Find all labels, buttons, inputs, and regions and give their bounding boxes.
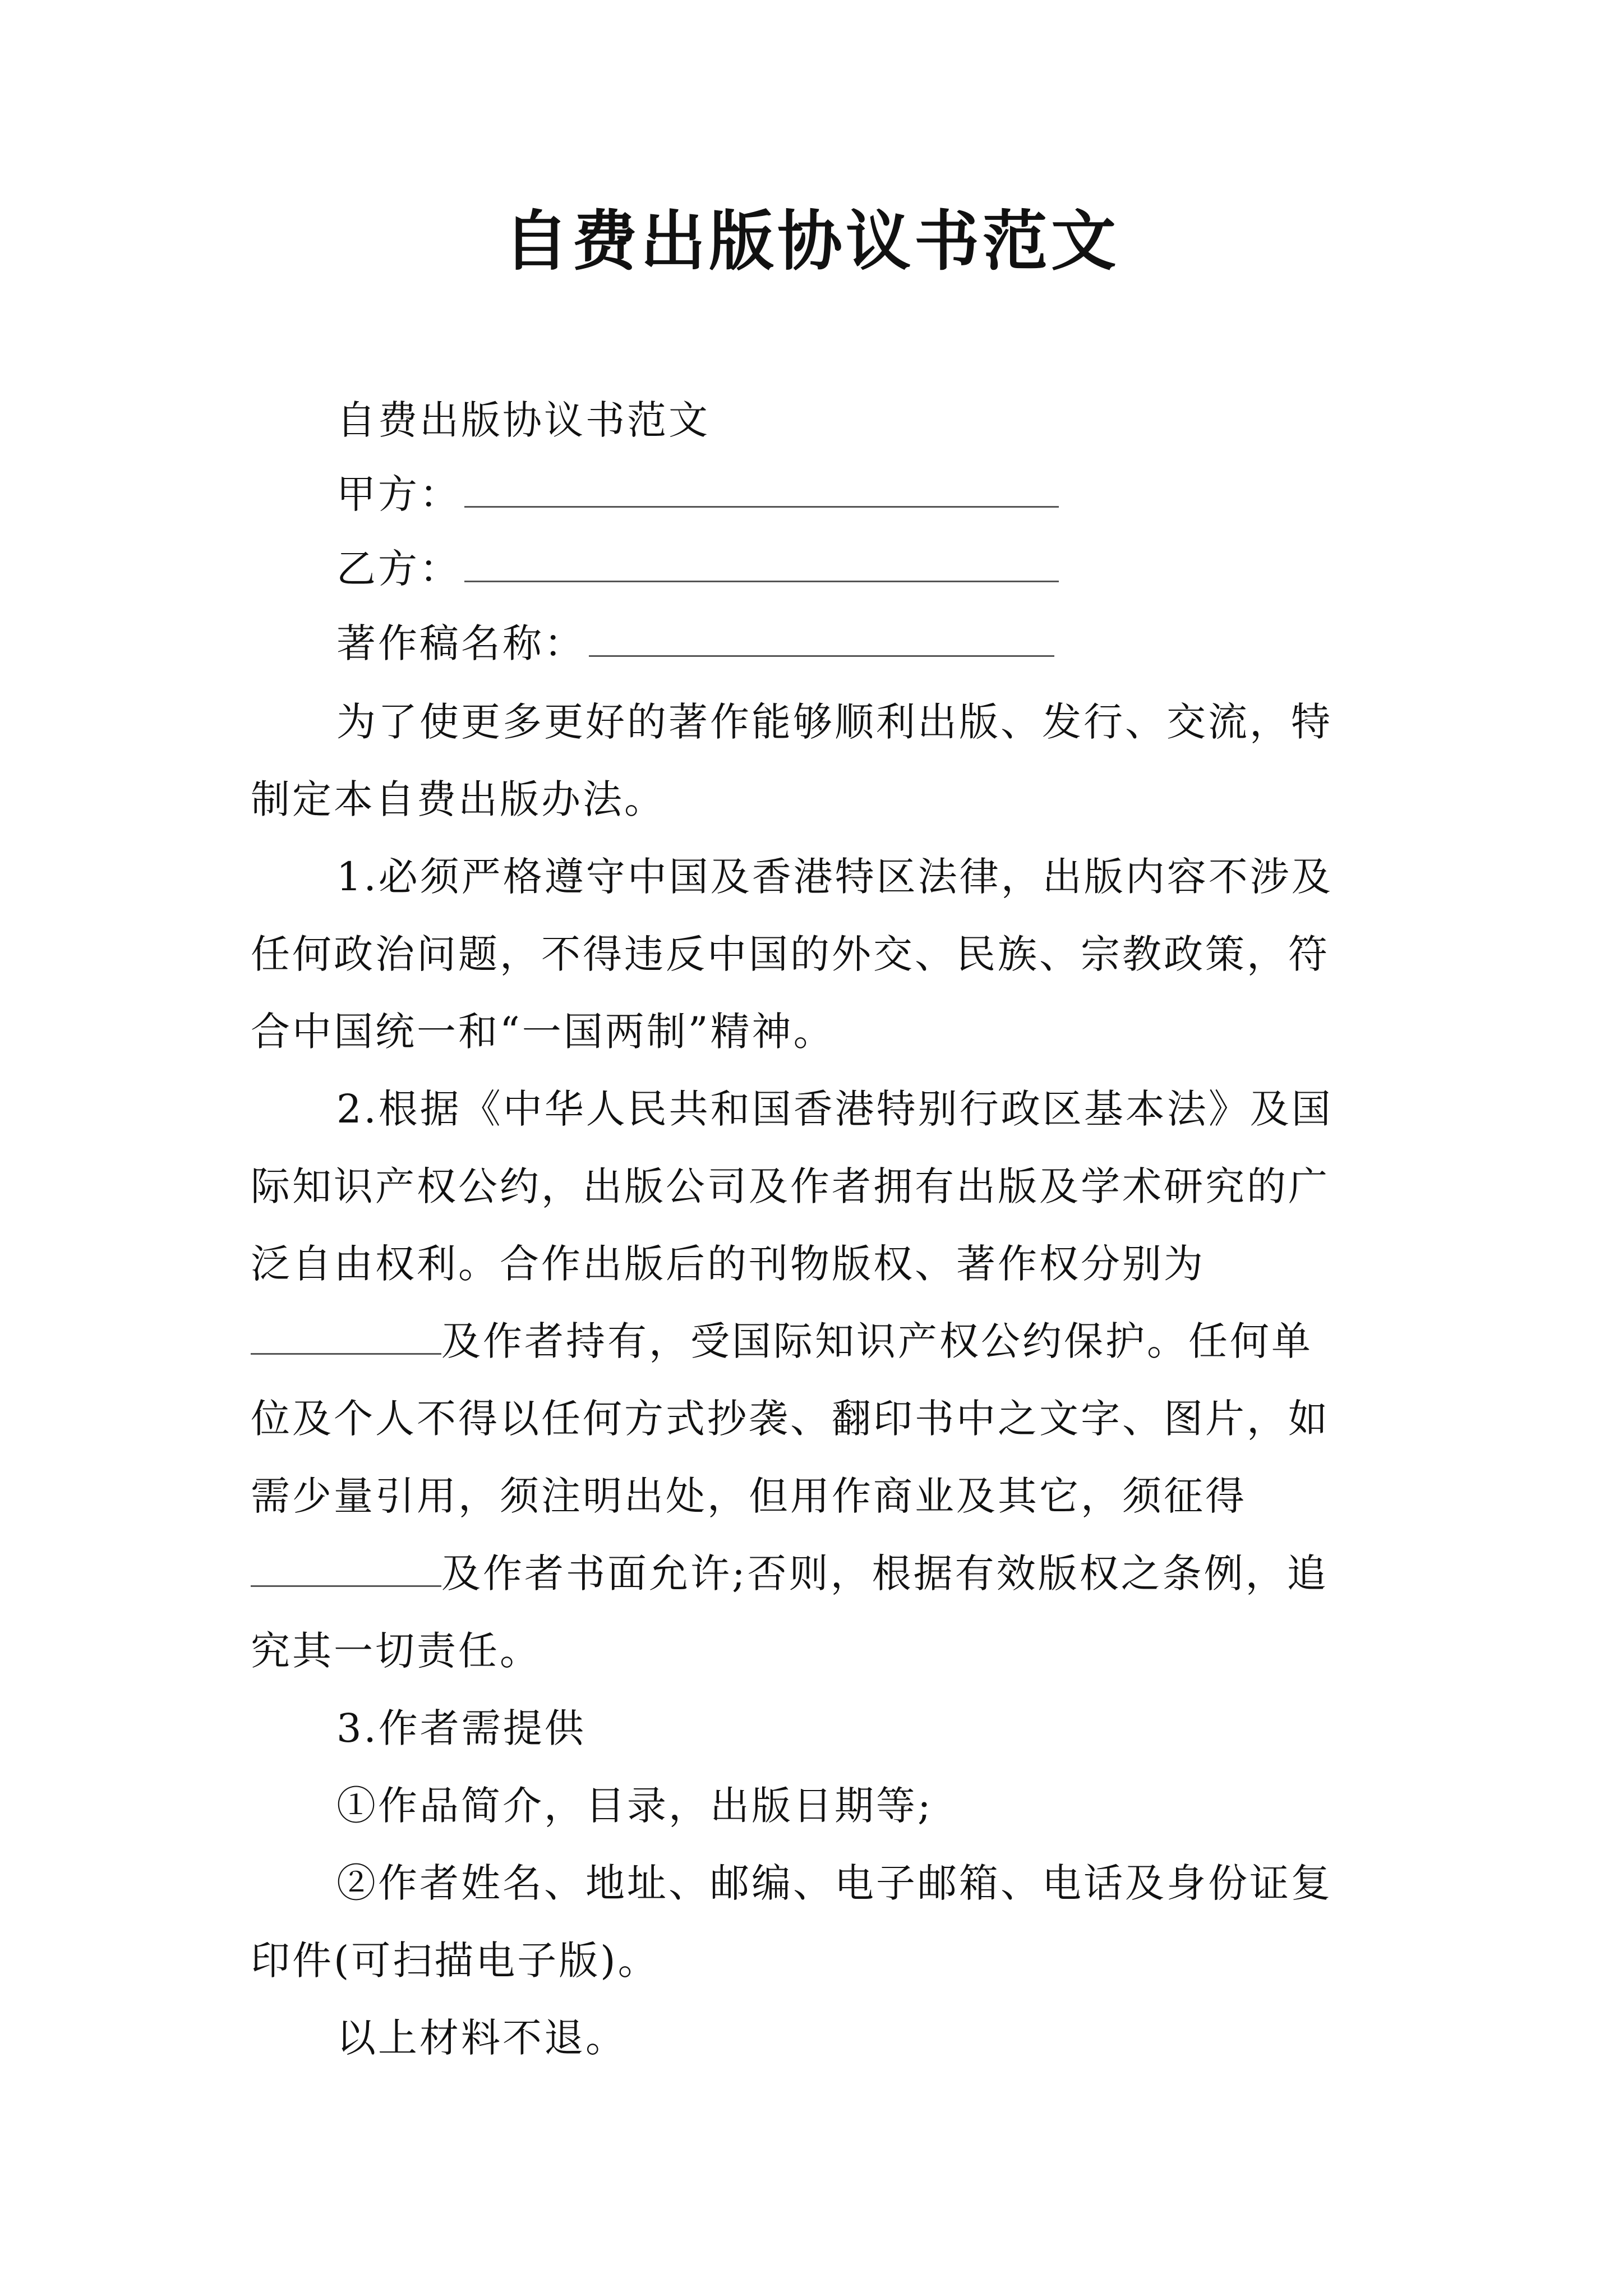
paragraph-line: 制定本自费出版办法。 xyxy=(251,776,666,822)
paragraph-line-with-blank xyxy=(251,1535,1395,1612)
paragraph-line: 任何政治问题，不得违反中国的外交、民族、宗教政策，符 xyxy=(251,931,1330,977)
paragraph-line: 究其一切责任。 xyxy=(251,1628,541,1674)
paragraph-line: 印件(可扫描电子版)。 xyxy=(251,1938,660,1984)
paragraph-line: 为了使更多更好的著作能够顺利出版、发行、交流，特 xyxy=(336,699,1332,745)
rights-holder-blank xyxy=(251,1314,441,1355)
work-name-blank xyxy=(589,616,1054,657)
doc-name-line: 自费出版协议书范文 xyxy=(336,397,710,443)
work-name-line xyxy=(336,605,1481,682)
paragraph-line: 泛自由权利。合作出版后的刊物版权、著作权分别为 xyxy=(251,1241,1205,1287)
paragraph-line: ①作品简介，目录，出版日期等; xyxy=(336,1783,933,1829)
paragraph-line: 合中国统一和“一国两制”精神。 xyxy=(251,1009,835,1055)
paragraph-line: 2.根据《中华人民共和国香港特别行政区基本法》及国 xyxy=(336,1086,1333,1132)
paragraph-text: 及作者书面允许;否则，根据有效版权之条例，追 xyxy=(441,1550,1329,1596)
paragraph-text: 及作者持有，受国际知识产权公约保护。任何单 xyxy=(441,1318,1313,1364)
party-b-label: 乙方： xyxy=(336,546,461,592)
paragraph-line-with-blank xyxy=(251,1303,1395,1380)
party-a-line xyxy=(336,455,1481,533)
party-a-label: 甲方： xyxy=(336,471,461,517)
paragraph-line: ②作者姓名、地址、邮编、电子邮箱、电话及身份证复 xyxy=(336,1860,1332,1906)
paragraph-line: 需少量引用，须注明出处，但用作商业及其它，须征得 xyxy=(251,1473,1247,1519)
work-name-label: 著作稿名称： xyxy=(336,620,585,666)
paragraph-line: 3.作者需提供 xyxy=(336,1705,586,1751)
paragraph-line: 位及个人不得以任何方式抄袭、翻印书中之文字、图片，如 xyxy=(251,1396,1330,1442)
paragraph-line: 以上材料不退。 xyxy=(336,2015,627,2061)
party-b-line xyxy=(336,530,1481,608)
paragraph-line: 际知识产权公约，出版公司及作者拥有出版及学术研究的广 xyxy=(251,1163,1330,1209)
document-title: 自费出版协议书范文 xyxy=(504,203,1119,279)
party-a-blank xyxy=(464,467,1059,508)
permission-holder-blank xyxy=(251,1546,441,1587)
party-b-blank xyxy=(464,541,1059,582)
paragraph-line: 1.必须严格遵守中国及香港特区法律，出版内容不涉及 xyxy=(336,854,1333,900)
